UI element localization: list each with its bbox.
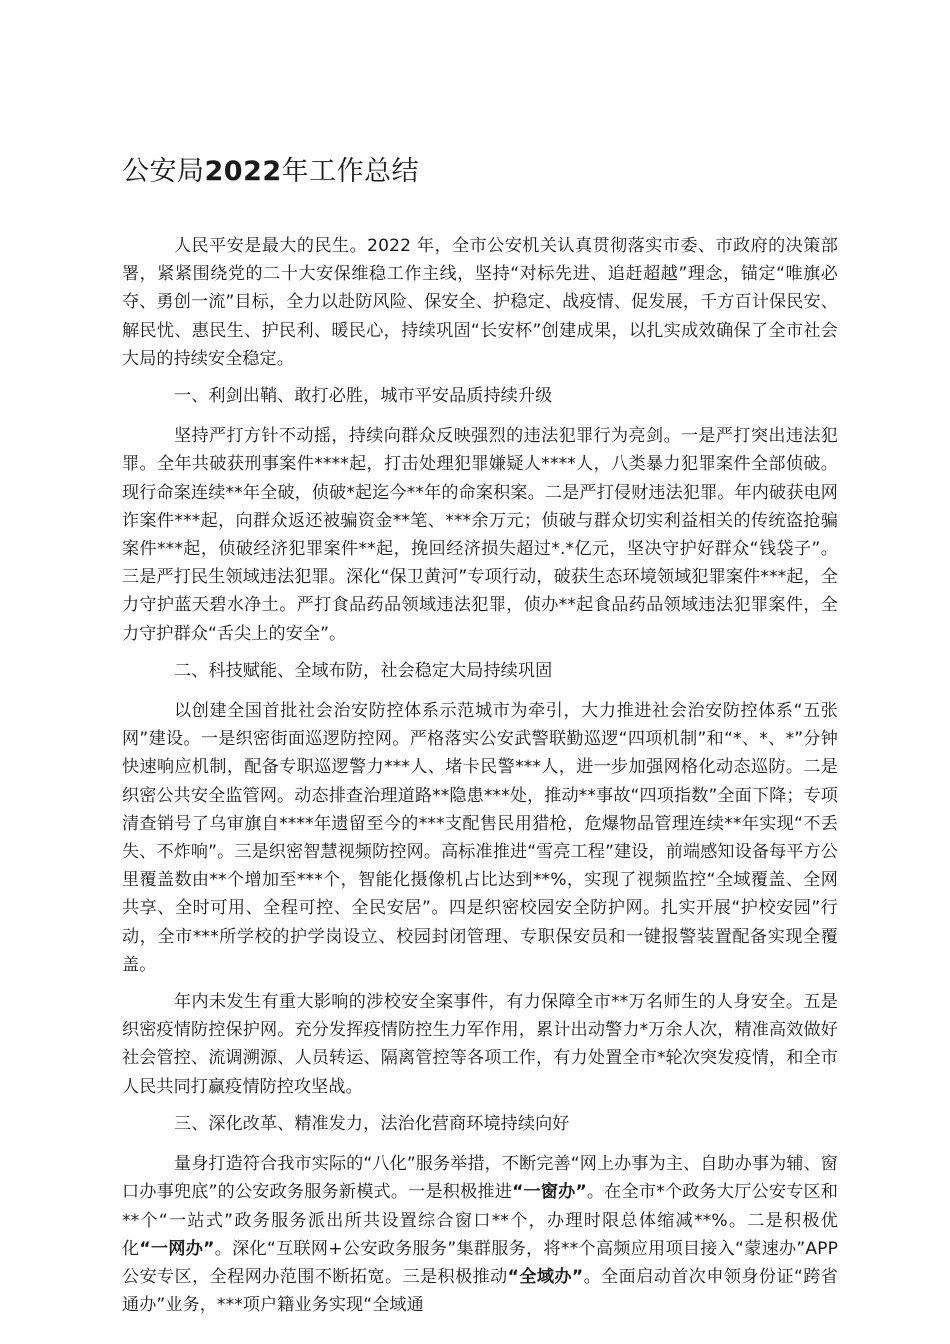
document-body [122, 232, 838, 1328]
paragraph-section-2-cont: 年内未发生有重大影响的涉校安全案事件，有力保障全市**万名师生的人身安全。五是织密疫情防控保护网。充分发挥疫情防控生力军作用，累计出动警力*万余人次，精准高效做好社会管控、流调溯源、人员转运、隔离管控等各项工作，有力处置全市*轮次突发疫情，和全市人民共同打赢疫情防控攻坚战。 [122, 992, 838, 1097]
paragraph-section-1: 坚持严打方针不动摇，持续向群众反映强烈的违法犯罪行为亮剑。一是严打突出违法犯罪。全年共破获刑事案件****起，打击处理犯罪嫌疑人****人，八类暴力犯罪案件全部侦破。现行命案连续**年全破，侦破*起迄今**年的命案积案。二是严打侵财违法犯罪。年内破获电网诈案件***起，向群众返还被骗资金**笔、***余万元；侦破与群众切实利益相关的传统盗抢骗案件***起，侦破经济犯罪案件**起，挽回经济损失超过*.*亿元，坚决守护好群众“钱袋子”。三是严打民生领域违法犯罪。深化“保卫黄河”专项行动，破获生态环境领域犯罪案件***起，全力守护蓝天碧水净土。严打食品药品领域违法犯罪，侦办**起食品药品领域违法犯罪案件，全力守护群众“舌尖上的安全”。 [122, 426, 838, 644]
paragraph-intro: 人民平安是最大的民生。2022 年，全市公安机关认真贯彻落实市委、市政府的决策部署，紧紧围绕党的二十大安保维稳工作主线，坚持“对标先进、追赶超越”理念，锚定“唯旗必夺、勇创一流”目标，全力以赴防风险、保安全、护稳定、战疫情、促发展，千方百计保民安、解民忧、惠民生、护民利、暖民心，持续巩固“长安杯”创建成果，以扎实成效确保了全市社会大局的持续安全稳定。 [122, 236, 838, 369]
paragraph-section-3-part-1: 量身打造符合我市实际的“八化”服务举措，不断完善“网上办事为主、自助办事为辅、窗口办事兜底”的公安政务服务新模式。一是积极推进 [122, 1154, 838, 1203]
title-year: 2022 [204, 156, 282, 187]
emphasis-one-network: “一网办” [139, 1238, 215, 1259]
title-suffix: 年工作总结 [281, 156, 420, 187]
paragraph-section-3-part-2: 。在全市*个政务大厅公安专区和**个“一站式”政务服务派出所共设置综合窗口**个，办理时限总体缩减**%。二是积极优化 [122, 1182, 839, 1259]
section-heading-3: 三、深化改革、精准发力，法治化营商环境持续向好 [174, 1113, 570, 1134]
paragraph-section-3-part-4: 。全面启动首次申领身份证“跨省通办”业务，***项户籍业务实现“全域通 [122, 1266, 839, 1316]
paragraph-section-2: 以创建全国首批社会治安防控体系示范城市为牵引，大力推进社会治安防控体系“五张网”建设。一是织密街面巡逻防控网。严格落实公安武警联勤巡逻“四项机制”和“*、*、*”分钟快速响应机制，配备专职巡逻警力***人、堵卡民警***人，进一步加强网格化动态巡防。二是织密公共安全监管网。动态排查治理道路**隐患***处，推动**事故“四项指数”全面下降；专项清查销号了乌审旗自****年遗留至今的***支配售民用猎枪，危爆物品管理连续**年实现“不丢失、不炸响”。三是织密智慧视频防控网。高标准推进“雪亮工程”建设，前端感知设备每平方公里覆盖数由**个增加至***个，智能化摄像机占比达到**%，实现了视频监控“全域覆盖、全网共享、全时可用、全程可控、全民安居”。四是织密校园安全防护网。扎实开展“护校安园”行动，全市***所学校的护学岗设立、校园封闭管理、专职保安员和一键报警装置配备实现全覆盖。 [122, 701, 838, 975]
emphasis-one-window: “一窗办” [512, 1182, 587, 1203]
section-heading-2: 二、科技赋能、全域布防，社会稳定大局持续巩固 [174, 660, 553, 681]
document-title [122, 152, 419, 192]
paragraph-section-3 [122, 1150, 838, 1319]
section-heading-1: 一、利剑出鞘、敢打必胜，城市平安品质持续升级 [174, 386, 553, 407]
title-prefix: 公安局 [122, 156, 205, 187]
emphasis-whole-region: “全域办” [507, 1266, 584, 1287]
paragraph-section-3-part-3: 。深化“互联网+公安政务服务”集群服务，将**个高频应用项目接入“蒙速办”APP 公安专区，全程网办范围不断拓宽。三是积极推动 [122, 1238, 838, 1287]
